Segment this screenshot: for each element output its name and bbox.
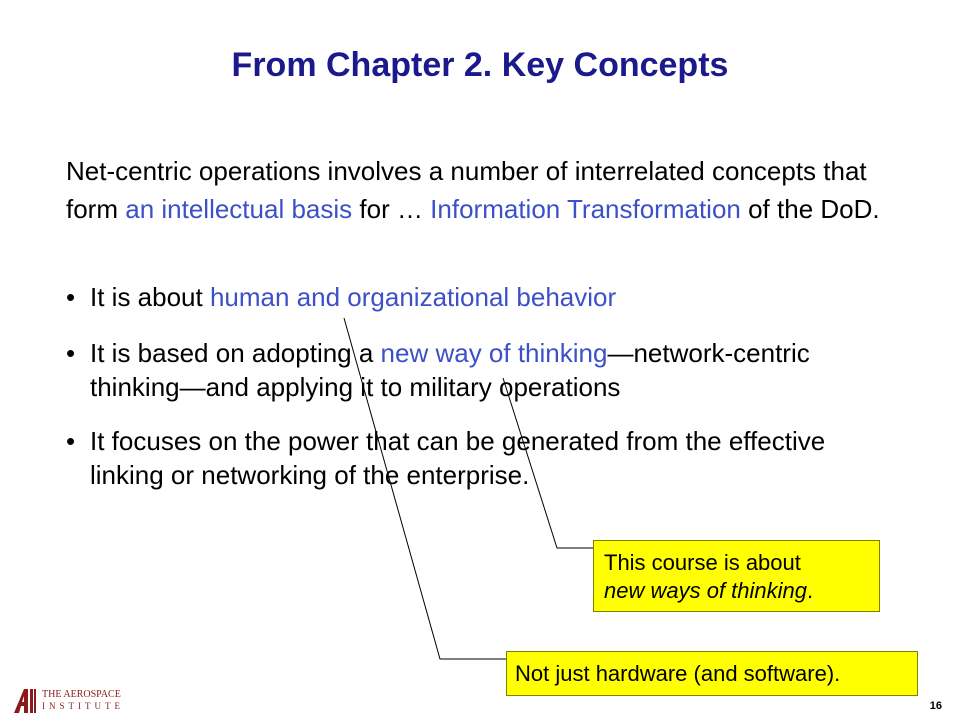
callout-1-period: . xyxy=(807,578,814,603)
bullet-2-highlight: new way of thinking xyxy=(380,338,608,368)
intro-text-1: Net-centric operations involves a number of interrelated concepts that form xyxy=(66,156,867,224)
aerospace-institute-logo xyxy=(12,688,142,714)
bullet-icon: • xyxy=(66,426,76,456)
intro-text-3: of the DoD. xyxy=(740,194,880,224)
slide-title: From Chapter 2. Key Concepts xyxy=(231,46,729,84)
callout-new-ways xyxy=(593,540,880,612)
callout-1-line-2 xyxy=(604,577,869,605)
bullet-1-highlight: human and organizational behavior xyxy=(209,282,617,312)
bullet-3-text: It focuses on the power that can be generated from the effective linking or networking of the enterprise. xyxy=(90,426,826,490)
intro-highlight-1: an intellectual basis xyxy=(125,194,353,224)
bullet-2-text: It is based on adopting a xyxy=(90,338,381,368)
callout-2-leader-line xyxy=(344,318,506,659)
callout-hardware: Not just hardware (and software). xyxy=(506,651,918,696)
logo-text-line-1: THE AEROSPACE xyxy=(42,689,121,700)
page-number: 16 xyxy=(929,700,942,712)
bullet-icon: • xyxy=(66,338,76,368)
bullet-1-text: It is about xyxy=(90,282,210,312)
callout-1-line-1: This course is about xyxy=(604,550,801,575)
logo-text-line-2: INSTITUTE xyxy=(42,701,124,711)
intro-text-2: for … xyxy=(352,194,431,224)
callout-1-italic: new ways of thinking xyxy=(604,578,807,603)
bullet-icon: • xyxy=(66,282,76,312)
callout-1-leader-line xyxy=(503,378,593,548)
bullet-2-text-end: —network-centric thinking—and applying it to military operations xyxy=(90,338,810,402)
intro-highlight-2: Information Transformation xyxy=(430,194,741,224)
aerospace-logo-icon xyxy=(12,688,38,714)
